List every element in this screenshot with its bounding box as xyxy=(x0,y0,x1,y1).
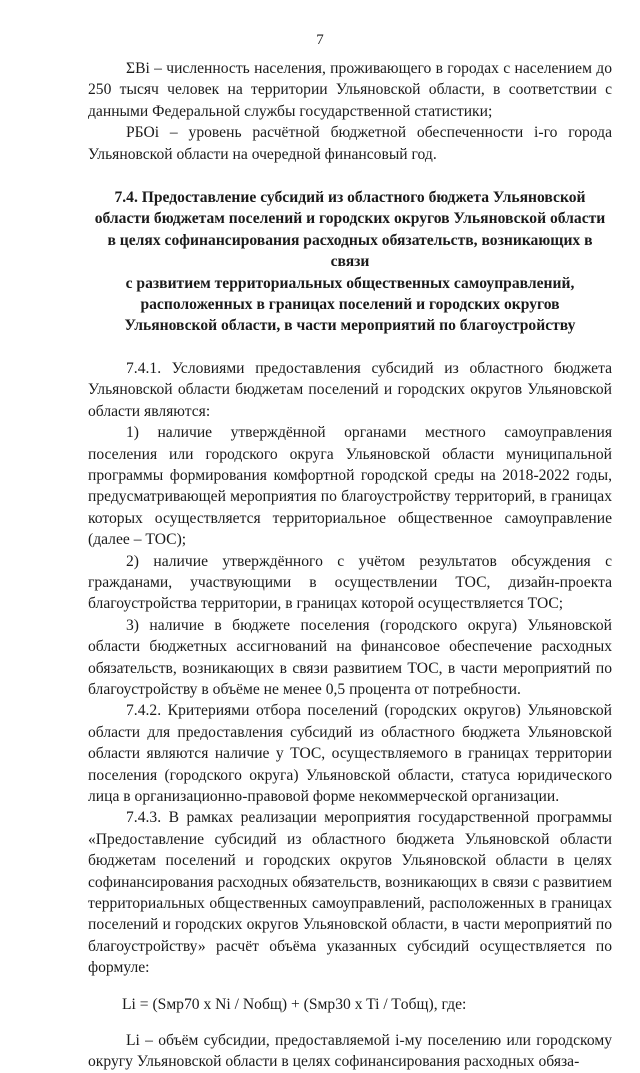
document-body xyxy=(88,58,612,1073)
clause-7-4-2: 7.4.2. Критериями отбора поселений (городских округов) Ульяновской области для предоставления субсидий из областного бюджета Ульяновской области являются наличие у ТОС, осуществляемого в границах территории поселения (городского округа) Ульяновской области, статуса юридического лица в организационно-правовой форме некоммерческой организации. xyxy=(88,702,612,805)
condition-2: 2) наличие утверждённого с учётом результатов обсуждения с гражданами, участвующими в осуществлении ТОС, дизайн-проекта благоустройства территории, в границах которой осуществляется ТОС; xyxy=(88,552,612,613)
intro-paragraph-sum: ΣBi – численность населения, проживающего в городах с населением до 250 тысяч человек на территории Ульяновской области, в соответствии с данными Федеральной службы государственной статистики; xyxy=(88,60,612,120)
heading-line: области бюджетам поселений и городских округов Ульяновской области xyxy=(94,210,606,228)
clause-7-4-1: 7.4.1. Условиями предоставления субсидий из областного бюджета Ульяновской области бюджетам поселений и городских округов Ульяновской области являются: xyxy=(88,359,612,420)
heading-line: с развитием территориальных общественных самоуправлений, xyxy=(125,274,575,292)
closing-paragraph: Li – объём субсидии, предоставляемой i-му поселению или городскому округу Ульяновской области в целях софинансирования расходных обяза- xyxy=(88,1032,612,1071)
condition-3: 3) наличие в бюджете поселения (городского округа) Ульяновской области бюджетных ассигнований на финансовое обеспечение расходных обязательств, возникающих в связи развитием ТОС, в части мероприятий по благоустройству в объёме не менее 0,5 процента от потребности. xyxy=(88,616,612,698)
intro-paragraph-rbo: РБОі – уровень расчётной бюджетной обеспеченности i-го города Ульяновской области на очередной финансовый год. xyxy=(88,124,612,163)
section-heading xyxy=(88,187,612,337)
page-number: 7 xyxy=(316,32,324,48)
clause-7-4-3: 7.4.3. В рамках реализации мероприятия государственной программы «Предоставление субсидий из областного бюджета Ульяновской области бюджетам поселений и городских округов Ульяновской области в целях софинансирования расходных обязательств, возникающих в связи с развитием территориальных общественных самоуправлений, расположенных в границах поселений и городских округов Ульяновской области, в части мероприятий по благоустройству» расчёт объёма указанных субсидий осуществляется по формуле: xyxy=(88,809,612,977)
heading-line: в целях софинансирования расходных обязательств, возникающих в связи xyxy=(107,231,593,271)
heading-line: 7.4. Предоставление субсидий из областного бюджета Ульяновской xyxy=(114,189,586,207)
heading-line: расположенных в границах поселений и городских округов xyxy=(140,296,560,314)
formula-line: Li = (Sмр70 x Ni / Nобщ) + (Sмр30 x Ti / Tобщ), где: xyxy=(122,995,467,1013)
heading-line: Ульяновской области, в части мероприятий по благоустройству xyxy=(124,317,576,335)
condition-1: 1) наличие утверждённой органами местного самоуправления поселения или городского округа Ульяновской области муниципальной программы формирования комфортной городской среды на 2018-2022 годы, предусматривающей мероприятия по благоустройству территорий, в границах которых осуществляется территориальное общественное самоуправление (далее – ТОС); xyxy=(88,424,612,549)
